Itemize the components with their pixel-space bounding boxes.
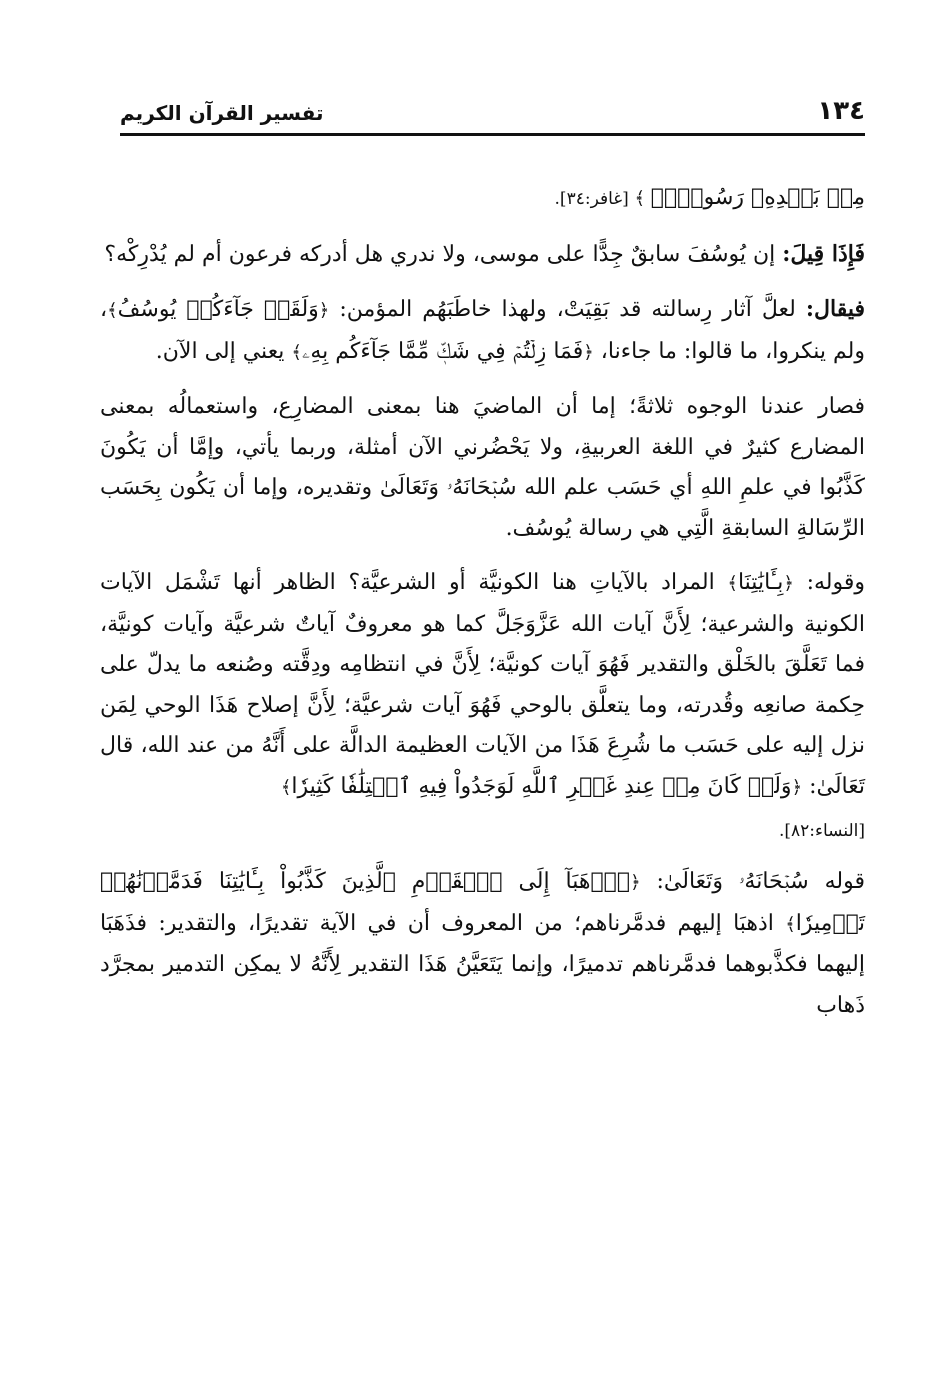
bold-lead: فيقال:: [805, 296, 865, 322]
ornate-bracket: ﴿: [783, 573, 794, 594]
ornate-bracket: ﴾: [280, 776, 292, 798]
quran-verse: فَمَا زِلۡتُمۡ فِي شَكّٖ مِّمَّا جَآءَكُم بِهِۦ: [301, 338, 584, 364]
verse-reference: [النساء:٨٢].: [778, 821, 865, 841]
text-run: وقوله:: [793, 570, 865, 595]
ornate-bracket: ﴾: [785, 913, 796, 935]
text-run: كما هو معروفٌ آياتٌ شرعيَّة وآيات كونيَّة، فما تَعَلَّقَ بالخَلْق والتقدير فَهُوَ آيات كونيَّة؛ لِأَنَّ في انتظامِه ودِقَّته وصُنعه ما يدلّ على حِكمة صانعِه وقُدرته، وما يتعلَّق بالوحي فَهُوَ آيات شرعيَّة؛ لِأَنَّ إصلاح هَذَا الوحي لِمَن نزل إليه على حَسَب ما شُرِعَ هَذَا من الآيات العظيمة الدالَّة على أَنَّهُ من عند الله، قال تَعَالَىٰ:: [100, 611, 865, 799]
quran-verse: بِـَٔايَٰتِنَا: [737, 570, 784, 595]
paragraph: [100, 563, 865, 808]
paragraph: [100, 387, 865, 549]
text-run: اذهبَا إليهم فدمَّرناهم؛ من المعروف أن في الآية تقديرًا، والتقدير: فذَهَبَا إليهما فكذَّبوهما فدمَّرناهم تدميرًا، وإنما يَتَعَيَّنُ هَذَا التقدير لِأَنَّهُ لا يمكِن التدمير بمجرَّد ذَهاب: [100, 910, 865, 1018]
quran-verse: عَزَّوَجَلَّ: [494, 611, 562, 637]
quran-verse: سُبۡحَانَهُۥ وَتَعَالَىٰ: [663, 869, 809, 894]
bold-lead: فَإِذَا قِيلَ:: [782, 240, 865, 267]
paragraph: [100, 862, 865, 1026]
ornate-bracket: ﴿: [318, 300, 330, 321]
text-run: وتقديره، وإما أن يَكُون بِحَسَب الرِّسَالةِ السابقةِ الَّتِي هي رسالة يُوسُف.: [100, 475, 865, 541]
quran-verse: وَلَقَدۡ جَآءَكُمۡ يُوسُفُ: [117, 297, 319, 322]
text-run: المراد بالآياتِ هنا الكونيَّة أو الشرعيَّة؟ الظاهر أنها تَشْمَل الآيات الكونية والشرعية؛ لِأَنَّ آيات الله: [100, 570, 865, 637]
verse-reference: [غافر:٣٤].: [554, 189, 629, 209]
quran-verse: مِنۢ بَعۡدِهِۦ رَسُولٗاۚ: [650, 185, 865, 210]
text-run: لعلَّ آثار رِسالته قد بَقِيَتْ، ولهذا خاطَبَهُم المؤمن:: [329, 297, 806, 322]
citation-reference: [100, 816, 865, 846]
page-number: ١٣٤: [817, 96, 865, 126]
body-text: [100, 178, 865, 1040]
running-title: تفسير القرآن الكريم: [120, 101, 324, 125]
text-run: فصار عندنا الوجوه ثلاثةً؛ إما أن الماضيَ هنا بمعنى المضارِع، واستعمالُه بمعنى المضارع كثيرٌ في اللغة العربيةِ، ولا يَحْضُرني الآن أمثلة، وربما يأتي، وإمَّا أن يَكُونَ كَذَّبُوا في علمِ اللهِ أي حَسَب علم الله: [100, 394, 865, 500]
ornate-bracket: ﴾: [107, 300, 118, 321]
text-run: يعني إلى الآن.: [155, 338, 292, 364]
text-run: إن يُوسُفَ سابقٌ جِدًّا على موسى، ولا ندري هل أدركه فرعون أم لم يُدْرِكْه؟: [104, 241, 783, 267]
ornate-bracket: ﴾: [291, 341, 302, 363]
quran-verse: وَلَوۡ كَانَ مِنۡ عِندِ غَيۡرِ ٱللَّهِ لَوَجَدُواْ فِيهِ ٱخۡتِلَٰفٗا كَثِيرٗا: [291, 773, 792, 799]
text-run: :: [640, 869, 664, 894]
quran-verse: سُبۡحَانَهُۥ وَتَعَالَىٰ: [379, 475, 517, 500]
ornate-bracket: ﴾: [727, 573, 738, 594]
ornate-bracket: ﴾: [628, 188, 651, 209]
paragraph: [100, 234, 865, 276]
ornate-bracket: ﴿: [583, 341, 594, 363]
paragraph: [100, 178, 865, 220]
page-header: [120, 96, 865, 130]
ornate-bracket: ﴿: [791, 776, 803, 798]
ornate-bracket: ﴿: [630, 872, 641, 893]
quran-verse: ٱذۡهَبَآ إِلَى ٱلۡقَوۡمِ ٱلَّذِينَ كَذَّبُواْ بِـَٔايَٰتِنَا فَدَمَّرۡنَٰهُمۡ تَدۡمِيرٗا: [100, 869, 865, 936]
header-divider: [120, 133, 865, 136]
text-run: قوله: [808, 869, 865, 894]
text-run: ، ولم ينكروا، ما قالوا: ما جاءنا،: [100, 297, 865, 364]
paragraph: [100, 289, 865, 373]
